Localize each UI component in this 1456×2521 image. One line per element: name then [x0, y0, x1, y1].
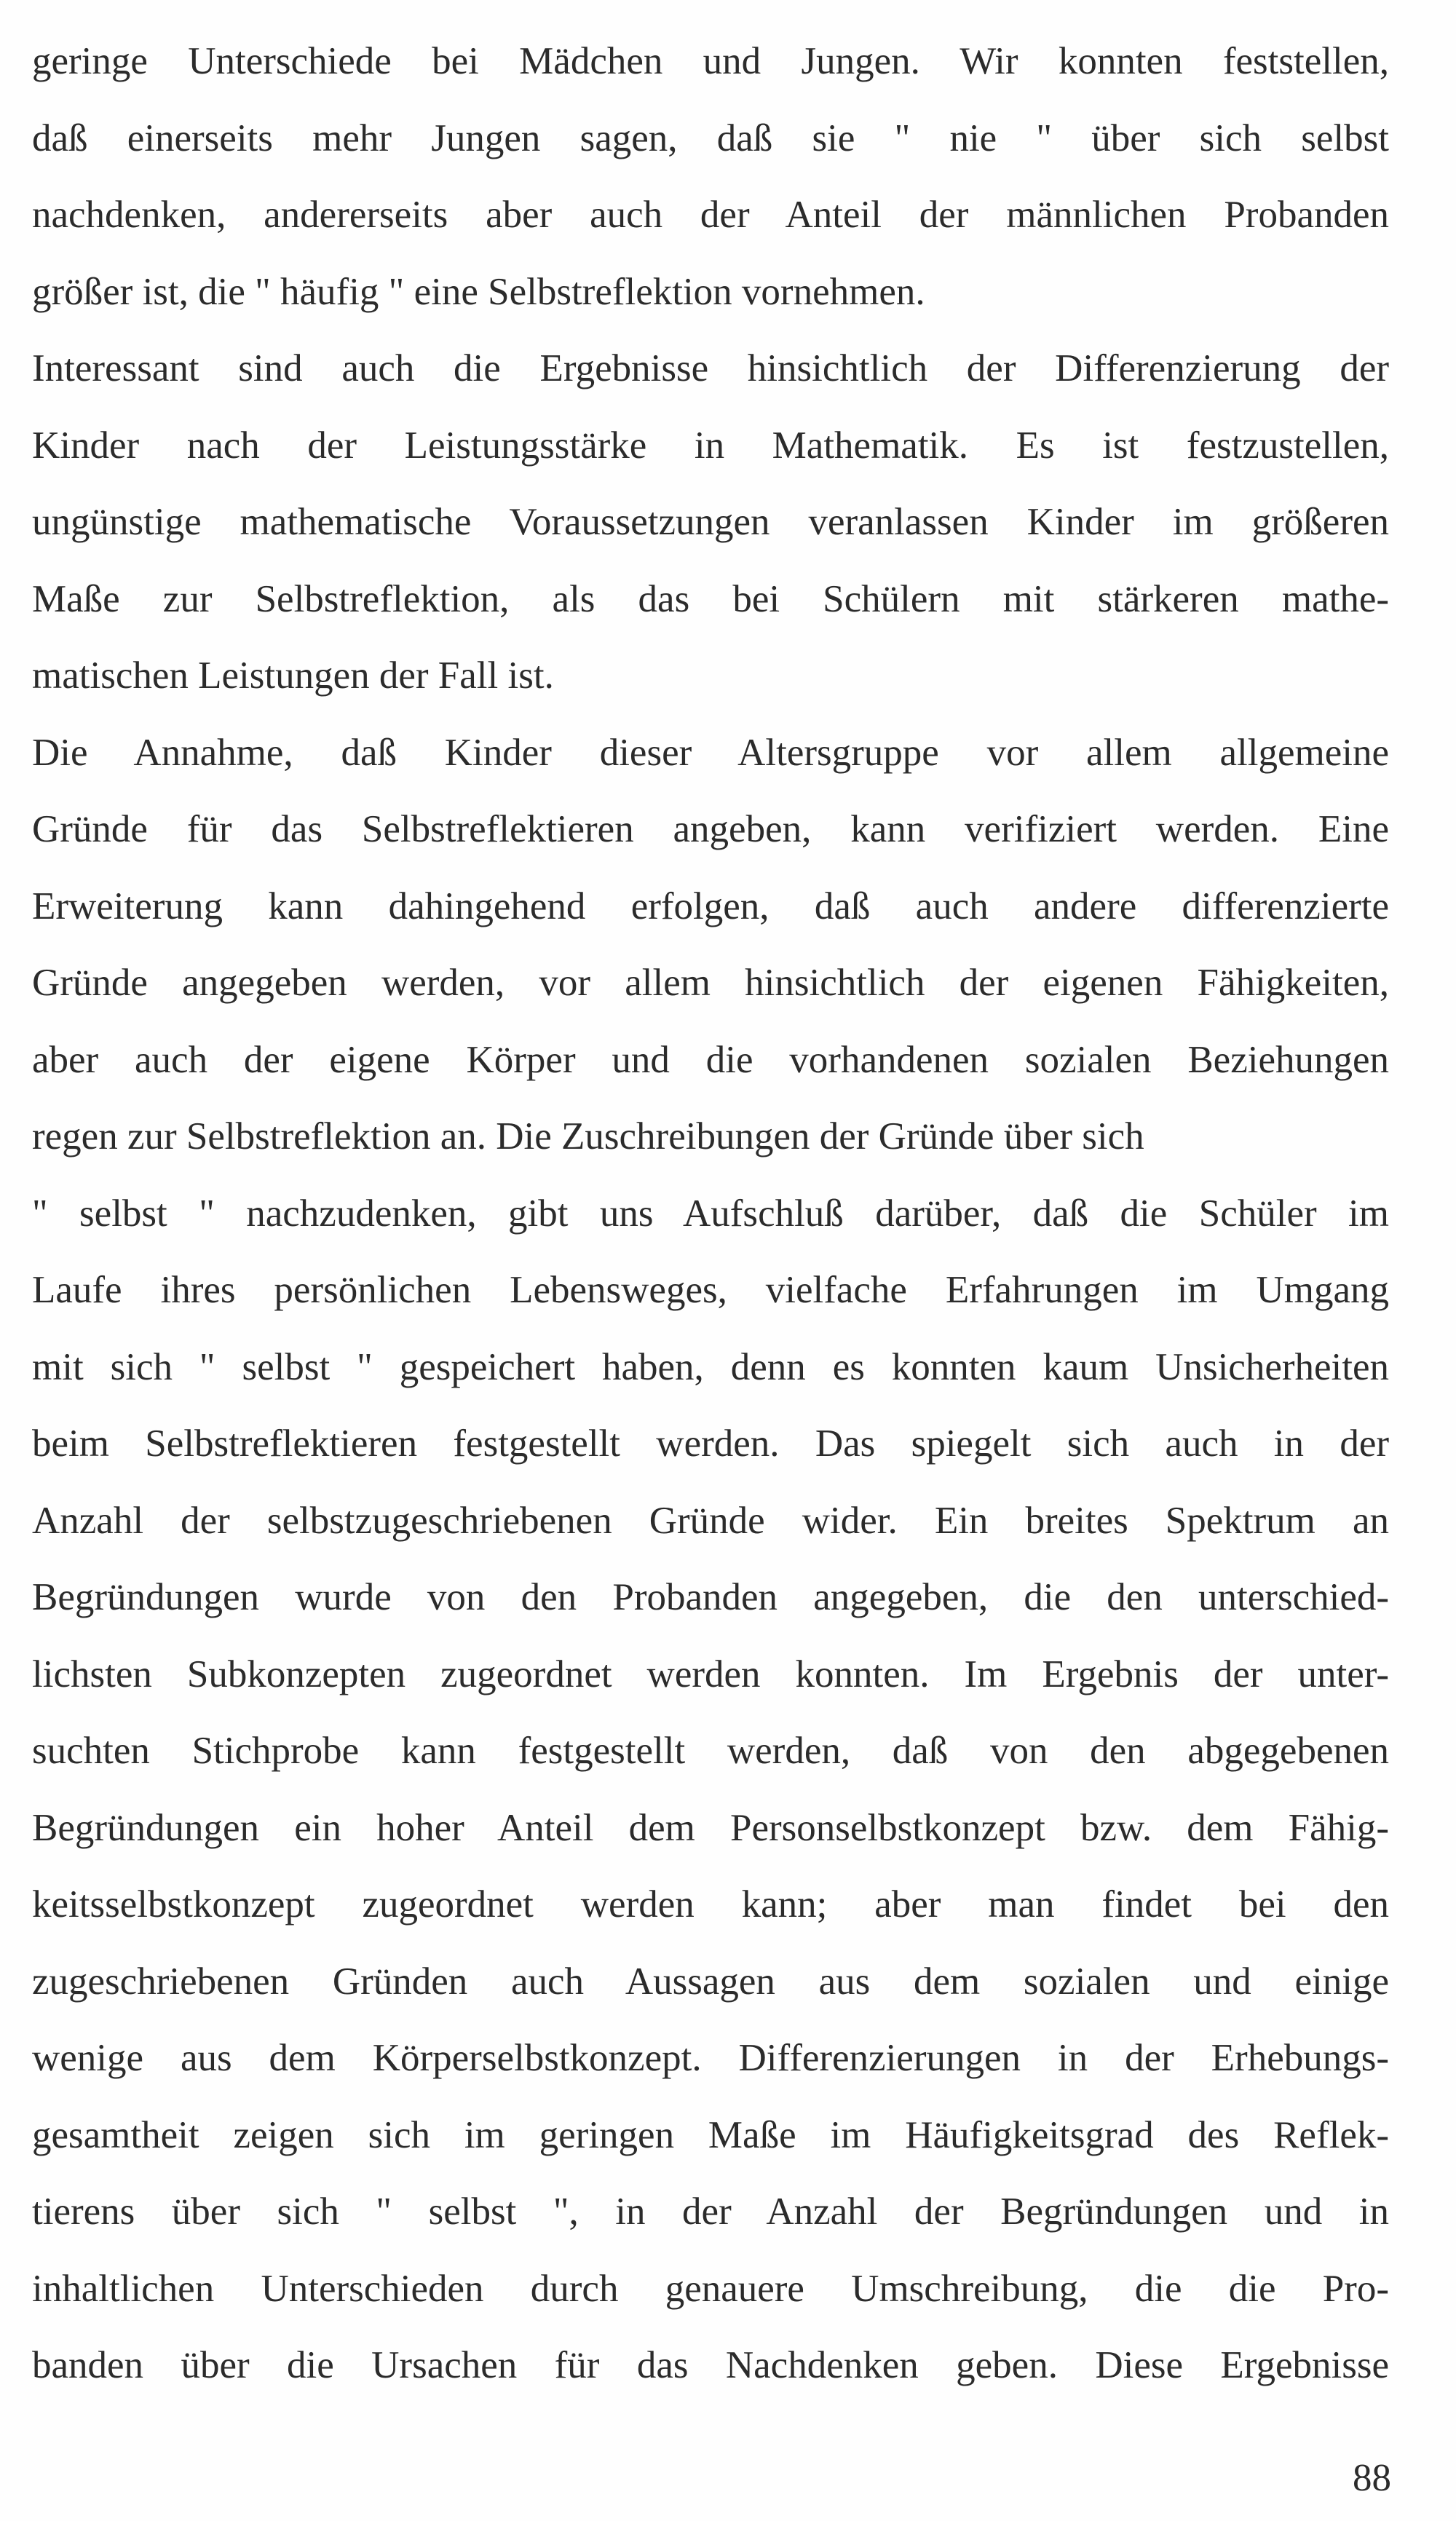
- text-line: Anzahl der selbstzugeschriebenen Gründe wider. Ein breites Spektrum an: [32, 1499, 1389, 1542]
- text-line: Erweiterung kann dahingehend erfolgen, daß auch andere differenzierte: [32, 884, 1389, 927]
- text-line: Gründe angegeben werden, vor allem hinsichtlich der eigenen Fähigkeiten,: [32, 962, 1389, 1004]
- text-line: ungünstige mathematische Voraussetzungen veranlassen Kinder im größeren: [32, 501, 1389, 543]
- text-line: matischen Leistungen der Fall ist.: [32, 654, 554, 697]
- text-line: aber auch der eigene Körper und die vorhandenen sozialen Beziehungen: [32, 1038, 1389, 1081]
- text-line: inhaltlichen Unterschieden durch genauere Umschreibung, die die Pro-: [32, 2267, 1389, 2310]
- text-line: Kinder nach der Leistungsstärke in Mathematik. Es ist festzustellen,: [32, 424, 1389, 467]
- text-line: geringe Unterschiede bei Mädchen und Jungen. Wir konnten feststellen,: [32, 40, 1389, 82]
- text-line: größer ist, die " häufig " eine Selbstreflektion vornehmen.: [32, 270, 925, 313]
- text-line: beim Selbstreflektieren festgestellt werden. Das spiegelt sich auch in der: [32, 1422, 1389, 1465]
- text-line: nachdenken, andererseits aber auch der Anteil der männlichen Probanden: [32, 194, 1389, 236]
- text-line: gesamtheit zeigen sich im geringen Maße im Häufigkeitsgrad des Reflek-: [32, 2113, 1389, 2156]
- text-line: " selbst " nachzudenken, gibt uns Aufschluß darüber, daß die Schüler im: [32, 1192, 1389, 1235]
- text-line: keitsselbstkonzept zugeordnet werden kann; aber man findet bei den: [32, 1883, 1389, 1926]
- text-line: wenige aus dem Körperselbstkonzept. Differenzierungen in der Erhebungs-: [32, 2037, 1389, 2079]
- text-line: daß einerseits mehr Jungen sagen, daß sie " nie " über sich selbst: [32, 116, 1389, 159]
- text-line: Laufe ihres persönlichen Lebensweges, vielfache Erfahrungen im Umgang: [32, 1269, 1389, 1311]
- text-line: Interessant sind auch die Ergebnisse hinsichtlich der Differenzierung der: [32, 347, 1389, 389]
- text-line: zugeschriebenen Gründen auch Aussagen aus dem sozialen und einige: [32, 1960, 1389, 2003]
- text-line: suchten Stichprobe kann festgestellt werden, daß von den abgegebenen: [32, 1730, 1389, 1772]
- text-line: banden über die Ursachen für das Nachdenken geben. Diese Ergebnisse: [32, 2344, 1389, 2386]
- text-line: Begründungen ein hoher Anteil dem Personselbstkonzept bzw. dem Fähig-: [32, 1806, 1389, 1849]
- text-line: Die Annahme, daß Kinder dieser Altersgruppe vor allem allgemeine: [32, 731, 1389, 774]
- text-line: regen zur Selbstreflektion an. Die Zuschreibungen der Gründe über sich: [32, 1115, 1144, 1157]
- text-line: mit sich " selbst " gespeichert haben, denn es konnten kaum Unsicherheiten: [32, 1345, 1389, 1388]
- text-line: Gründe für das Selbstreflektieren angeben, kann verifiziert werden. Eine: [32, 808, 1389, 850]
- text-line: tierens über sich " selbst ", in der Anzahl der Begründungen und in: [32, 2190, 1389, 2233]
- text-line: lichsten Subkonzepten zugeordnet werden konnten. Im Ergebnis der unter-: [32, 1653, 1389, 1695]
- page-number: 88: [1353, 2457, 1391, 2499]
- text-line: Begründungen wurde von den Probanden angegeben, die den unterschied-: [32, 1576, 1389, 1618]
- text-line: Maße zur Selbstreflektion, als das bei Schülern mit stärkeren mathe-: [32, 577, 1389, 620]
